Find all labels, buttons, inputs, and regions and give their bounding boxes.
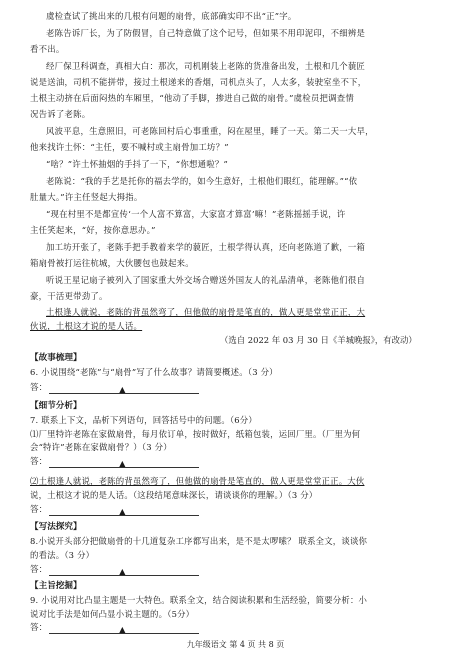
story-line: 豪，干活更带劲了。 [30, 291, 108, 301]
answer-label: 答： [30, 457, 48, 467]
story-line: 箱扇骨被打运往杭城，大伙腰包也鼓起来。 [30, 258, 194, 268]
story-line: 他来找许土怀：“主任，要不喊村或主扇骨加工坊？” [30, 142, 229, 152]
story-line: 老陈说：“我的手艺是托你的福去学的，如今生意好，土根他们眼红，能理解。”“依 [46, 176, 358, 186]
story-line: 说是送油，司机不能拼带，接过土根递来的香烟，司机点头了，人太多，装驶室坐不下， [30, 77, 367, 87]
question-7-2: 说，土根这才说的是人话。（这段结尾意味深长，请谈谈你的理解。）（3 分） [30, 490, 318, 500]
question-7-2: ⑵土根逢人就说，老陈的背虽然弯了，但他做的扇骨是笔直的，做人更是堂堂正正。大伙 [30, 476, 365, 486]
question-9: 说对比手法是如何凸显小说主题的。（5分） [30, 609, 195, 619]
answer-label: 答： [30, 565, 48, 575]
story-line: 主任笑起来，“好，按你意思办。” [30, 225, 156, 235]
story-line: 肚量大。”许主任竖起大拇指。 [30, 192, 143, 202]
story-line: 经厂保卫科调查，真相大白：那次，司机刚装上老陈的货准备出发，土根和几个藐匠 [46, 61, 366, 71]
answer-marker: ▲ [119, 507, 126, 516]
question-7: 7. 联系上下文，品析下列语句，回答括号中的问题。（6分） [30, 415, 257, 425]
story-line: “现在村里不是都宣传‘一个人富不算富，大家富才算富’嘛！”老陈摇摇手说，许 [46, 209, 346, 219]
answer-blank[interactable] [49, 624, 199, 634]
section-heading: 【故事梳理】 [30, 353, 82, 363]
answer-blank[interactable] [49, 506, 199, 516]
answer-line[interactable] [30, 564, 199, 576]
answer-line[interactable] [30, 622, 199, 634]
section-heading: 【主旨挖掘】 [30, 581, 82, 591]
story-line: 看不出。 [30, 44, 65, 54]
story-line: 土根逢人就说，老陈的背虽然弯了，但他做的扇骨是笔直的，做人更是堂堂正正，大 [46, 307, 366, 317]
story-line: 加工坊开张了，老陈手把手教着来学的藐匠，土根学得认真，还向老陈道了歉，一箱 [46, 242, 366, 252]
section-heading: 【写法探究】 [30, 522, 82, 532]
page-footer: 九年级语文 第 4 页 共 8 页 [186, 640, 285, 649]
story-line: 况告诉了老陈。 [30, 109, 91, 119]
source-citation: （选自 2022 年 03 月 30 日《羊城晚报》，有改动） [220, 335, 417, 345]
answer-line[interactable] [30, 456, 199, 468]
answer-blank[interactable] [49, 458, 199, 468]
answer-label: 答： [30, 505, 48, 515]
answer-marker: ▲ [119, 567, 126, 576]
question-6: 6. 小说围绕“老陈”与“扇骨”写了什么故事？请简要概述。（3 分） [30, 367, 278, 377]
answer-line[interactable] [30, 382, 199, 394]
answer-marker: ▲ [119, 385, 126, 394]
answer-blank[interactable] [49, 566, 199, 576]
answer-line[interactable] [30, 504, 199, 516]
story-line: 风波平息，生意照旧，可老陈回村后心事重重，闷在屋里，睡了一天。第二天一大早， [46, 126, 374, 136]
question-9: 9. 小说用对比凸显主题是一大特色。联系全文，结合阅读积累和生活经验，简要分析：小 [30, 595, 368, 605]
question-8: 8.小说开头部分把做扇骨的十几道复杂工序都写出来，是不是太啰嗦？ 联系全文，谈谈你 [30, 536, 368, 546]
story-line: “啥？”许土怀抽烟的手抖了一下，“你想通啦？” [46, 159, 228, 169]
answer-label: 答： [30, 383, 48, 393]
story-line: 听说王星记扇子被列入了国家重大外交场合赠送外国友人的礼品清单，老陈他们很自 [46, 275, 366, 285]
question-8: 的看法。（3 分） [30, 550, 95, 560]
section-heading: 【细节分析】 [30, 401, 82, 411]
question-7-1: 会“特许”老陈在家做扇骨？）（3 分） [30, 442, 172, 452]
story-line: 老陈告诉厂长，为了防假冒，自己特意做了这个记号，但如果不用印泥印，不细辨是 [46, 28, 366, 38]
answer-marker: ▲ [119, 459, 126, 468]
answer-blank[interactable] [49, 384, 199, 394]
answer-label: 答： [30, 623, 48, 633]
question-7-1: ⑴厂里特许老陈在家做扇骨，每月依订单，按时做好，纸箱包装，运回厂里。（厂里为何 [30, 429, 361, 439]
answer-marker: ▲ [119, 625, 126, 634]
story-line: 土根主动挤在后面闷热的车厢里，“他动了手脚，掺进自己做的扇骨。”虞检员把调查情 [30, 93, 354, 103]
story-line: 伙说，土根这才说的是人话。 [30, 321, 143, 331]
story-line: 虞检查试了挑出来的几根有问题的扇骨，底部确实印不出“正”字。 [46, 11, 297, 21]
